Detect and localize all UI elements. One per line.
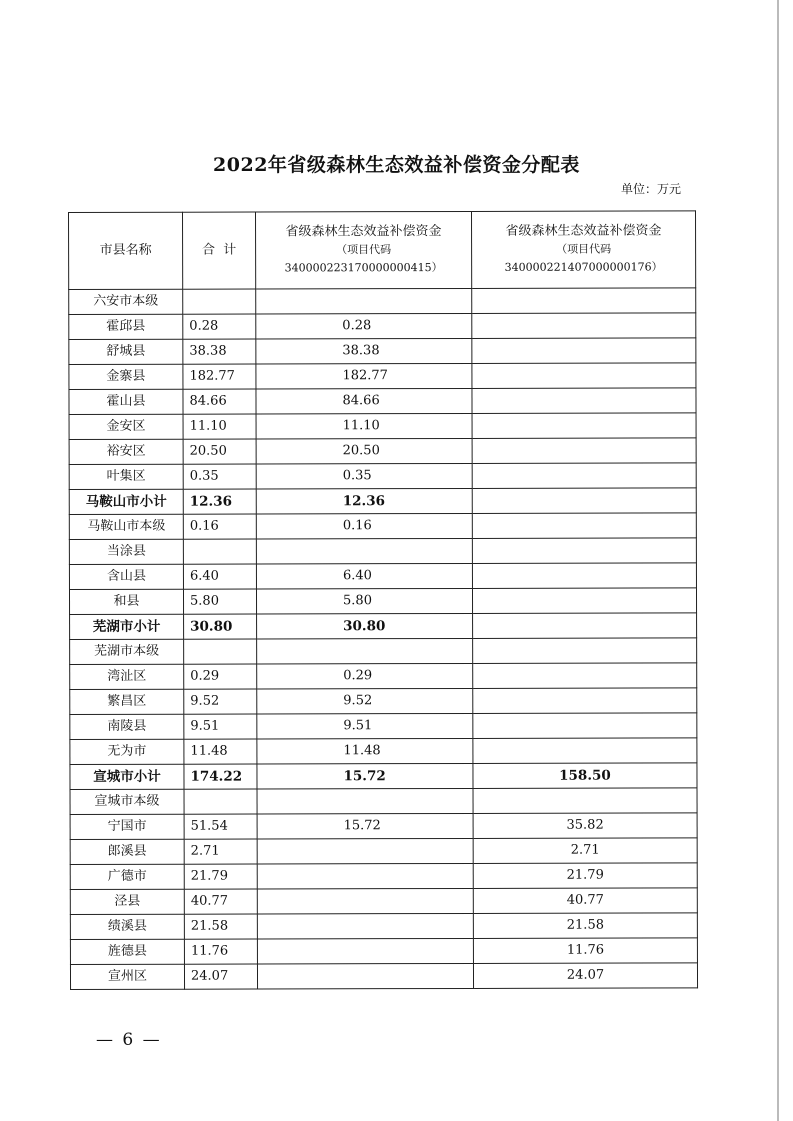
cell-fund1: 9.52 (257, 688, 473, 714)
cell-total: 0.16 (183, 514, 256, 539)
cell-fund1 (256, 538, 472, 564)
cell-fund1 (257, 863, 473, 889)
cell-fund1 (257, 938, 473, 964)
cell-name: 绩溪县 (70, 914, 184, 939)
cell-fund1: 15.72 (257, 813, 473, 839)
header-fund1: 省级森林生态效益补偿资金 （项目代码 340000223170000000415） (256, 211, 472, 289)
cell-fund2 (472, 313, 696, 339)
cell-total: 174.22 (184, 764, 257, 789)
cell-total: 30.80 (184, 614, 257, 639)
cell-fund1: 84.66 (256, 388, 472, 414)
table-row (69, 463, 696, 490)
table-row (69, 588, 696, 615)
cell-fund2 (473, 688, 697, 714)
table-row (69, 388, 696, 415)
cell-fund2 (473, 663, 697, 689)
header-fund2: 省级森林生态效益补偿资金 （项目代码 340000221407000000176） (471, 211, 695, 289)
cell-fund2 (472, 413, 696, 439)
cell-total: 11.10 (183, 414, 256, 439)
allocation-table (68, 210, 698, 990)
cell-fund1: 38.38 (256, 338, 472, 364)
cell-total: 11.48 (184, 739, 257, 764)
cell-name: 宣城市本级 (70, 789, 184, 814)
cell-name: 金安区 (69, 414, 183, 439)
table-row (70, 913, 697, 940)
unit-label: 单位：万元 (620, 182, 681, 196)
table-row (70, 938, 697, 965)
header-name: 市县名称 (69, 212, 183, 289)
cell-name: 马鞍山市本级 (69, 514, 183, 539)
cell-fund1: 0.35 (256, 463, 472, 489)
cell-fund2 (473, 788, 697, 814)
cell-fund2: 40.77 (473, 888, 697, 914)
cell-total: 84.66 (183, 389, 256, 414)
table-row (70, 813, 697, 840)
cell-name: 南陵县 (70, 714, 184, 739)
document-title: 2022年省级森林生态效益补偿资金分配表 (213, 154, 580, 176)
table-row (70, 713, 697, 740)
cell-name: 含山县 (69, 564, 183, 589)
cell-name: 湾沚区 (70, 664, 184, 689)
cell-total: 12.36 (183, 489, 256, 514)
cell-fund2: 35.82 (473, 813, 697, 839)
cell-fund1 (257, 788, 473, 814)
cell-fund1: 5.80 (256, 588, 472, 614)
cell-fund2 (472, 438, 696, 464)
cell-fund1: 0.29 (257, 663, 473, 689)
cell-fund1: 9.51 (257, 713, 473, 739)
cell-name: 泾县 (70, 889, 184, 914)
cell-fund2 (472, 363, 696, 389)
cell-fund1: 11.48 (257, 738, 473, 764)
cell-name: 芜湖市小计 (70, 614, 184, 639)
table-body (69, 288, 698, 990)
cell-total: 51.54 (184, 814, 257, 839)
cell-fund2: 24.07 (473, 963, 697, 989)
cell-fund2 (472, 538, 696, 564)
table-row (69, 563, 696, 590)
cell-name: 六安市本级 (69, 289, 183, 314)
cell-fund1: 0.28 (256, 313, 472, 339)
cell-total: 21.58 (184, 914, 257, 939)
table-row (69, 438, 696, 465)
cell-fund2 (473, 613, 697, 639)
cell-total: 20.50 (183, 439, 256, 464)
page-number: — 6 — (96, 1030, 162, 1050)
header-total: 合 计 (183, 212, 256, 289)
table-row (70, 738, 697, 765)
cell-total: 40.77 (184, 889, 257, 914)
cell-total: 38.38 (183, 339, 256, 364)
table-row (70, 863, 697, 890)
table-row (70, 688, 697, 715)
cell-fund2 (473, 638, 697, 664)
table-row (69, 313, 696, 340)
cell-fund2 (472, 563, 696, 589)
cell-fund1: 20.50 (256, 438, 472, 464)
cell-name: 无为市 (70, 739, 184, 764)
table-row (70, 788, 697, 815)
cell-total: 0.28 (183, 314, 256, 339)
cell-name: 和县 (69, 589, 183, 614)
cell-fund2 (472, 288, 696, 314)
cell-fund2 (472, 338, 696, 364)
cell-fund1: 182.77 (256, 363, 472, 389)
cell-name: 宣城市小计 (70, 764, 184, 789)
cell-fund1: 15.72 (257, 763, 473, 789)
table-row (70, 963, 697, 990)
cell-fund2 (472, 588, 696, 614)
cell-total: 9.51 (184, 714, 257, 739)
cell-name: 裕安区 (69, 439, 183, 464)
cell-fund1: 6.40 (256, 563, 472, 589)
table-row (70, 663, 697, 690)
cell-name: 马鞍山市小计 (69, 489, 183, 514)
cell-fund1: 12.36 (256, 488, 472, 514)
cell-fund1: 11.10 (256, 413, 472, 439)
cell-fund1 (257, 913, 473, 939)
cell-name: 霍山县 (69, 389, 183, 414)
cell-total (183, 539, 256, 564)
cell-total: 0.35 (183, 464, 256, 489)
table-row (69, 338, 696, 365)
cell-name: 繁昌区 (70, 689, 184, 714)
table-row (70, 838, 697, 865)
table-row (69, 488, 696, 515)
cell-total: 182.77 (183, 364, 256, 389)
cell-name: 宣州区 (70, 964, 184, 989)
cell-total (184, 789, 257, 814)
cell-fund1 (256, 288, 472, 314)
cell-fund2 (473, 738, 697, 764)
cell-name: 郎溪县 (70, 839, 184, 864)
table-row (69, 363, 696, 390)
cell-name: 宁国市 (70, 814, 184, 839)
cell-fund2: 11.76 (473, 938, 697, 964)
cell-total: 5.80 (183, 589, 256, 614)
cell-fund2 (472, 513, 696, 539)
table-row (69, 538, 696, 565)
cell-total: 21.79 (184, 864, 257, 889)
cell-total (183, 289, 256, 314)
cell-fund2 (472, 488, 696, 514)
cell-fund2: 21.79 (473, 863, 697, 889)
cell-fund2 (473, 713, 697, 739)
cell-name: 霍邱县 (69, 314, 183, 339)
table-row (70, 888, 697, 915)
cell-fund2 (472, 388, 696, 414)
cell-fund1 (257, 638, 473, 664)
table-row (70, 763, 697, 790)
cell-name: 金寨县 (69, 364, 183, 389)
cell-fund1 (257, 963, 473, 989)
cell-total: 11.76 (184, 939, 257, 964)
cell-total: 2.71 (184, 839, 257, 864)
cell-fund1 (257, 838, 473, 864)
cell-name: 旌德县 (70, 939, 184, 964)
table-row (69, 513, 696, 540)
cell-name: 芜湖市本级 (70, 639, 184, 664)
table-row (69, 288, 696, 315)
cell-name: 当涂县 (69, 539, 183, 564)
cell-total: 24.07 (184, 964, 257, 989)
cell-fund2: 158.50 (473, 763, 697, 789)
table-row (69, 413, 696, 440)
cell-fund2: 21.58 (473, 913, 697, 939)
cell-name: 舒城县 (69, 339, 183, 364)
cell-fund1: 0.16 (256, 513, 472, 539)
cell-total: 6.40 (183, 564, 256, 589)
cell-fund2 (472, 463, 696, 489)
cell-fund1: 30.80 (257, 613, 473, 639)
cell-name: 叶集区 (69, 464, 183, 489)
table-row (70, 638, 697, 665)
cell-total: 0.29 (184, 664, 257, 689)
table-header-row (69, 211, 696, 290)
table-row (70, 613, 697, 640)
cell-name: 广德市 (70, 864, 184, 889)
cell-total: 9.52 (184, 689, 257, 714)
cell-fund1 (257, 888, 473, 914)
cell-fund2: 2.71 (473, 838, 697, 864)
cell-total (184, 639, 257, 664)
